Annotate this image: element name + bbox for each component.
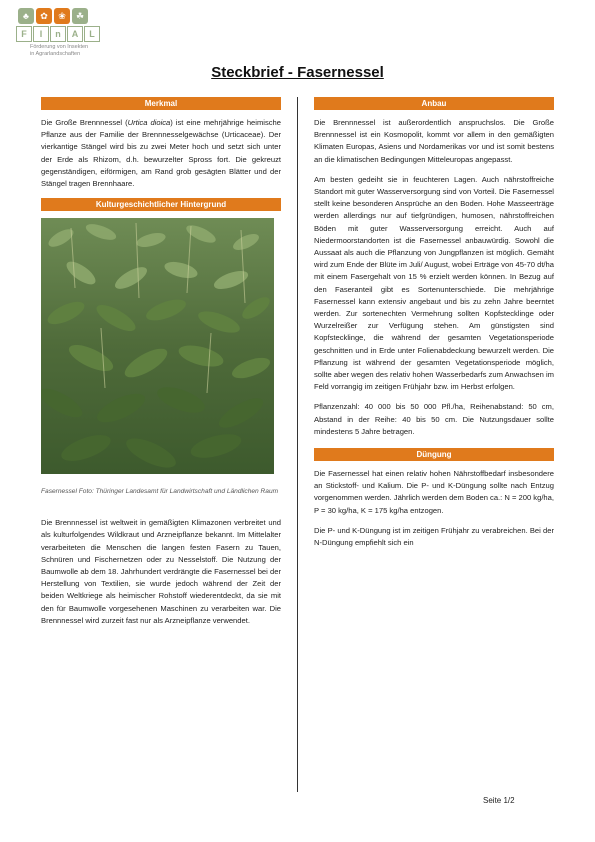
text-run: Die Große Brennnessel ( [41, 118, 128, 127]
page-title-wrap [0, 64, 595, 82]
left-column [41, 97, 281, 635]
photo-caption: Fasernessel Foto: Thüringer Landesamt für Landwirtschaft und Ländlichen Raum [41, 488, 279, 496]
fasernessel-photo [41, 218, 274, 474]
logo-icon-row [18, 8, 124, 24]
anbau-paragraph-1: Die Brennnessel ist außerordentlich anspruchslos. Die Große Brennnessel ist ein Kosmopolit, kommt vor allem in den gemäßigten Klimaten Europas, Asiens und Nordamerikas vor und ist somit bestens an die klimatischen Bedingungen Mitteleuropas angepasst. [314, 118, 554, 164]
logo-letter: A [67, 26, 83, 42]
logo-letter: n [50, 26, 66, 42]
column-divider [297, 97, 298, 792]
latin-name: Urtica dioica [127, 118, 171, 127]
merkmal-paragraph [41, 117, 281, 190]
kultur-paragraph: Die Brennnessel ist weltweit in gemäßigten Klimazonen verbreitet und als kulturfolgendes Wildkraut und Arzneipflanze bekannt. Im Mittelalter verarbeiteten die Menschen die langen festen Fasern zu Tauen, Schnüren und Fischernetzen oder zu Nesselstoff. Die Nutzung der Baumwolle ab dem 18. Jahrhundert verdrängte die Fasernessel bei der Herstellung von Textilien, sie wurde jedoch während der Zeit der beiden Weltkriege als heimischer Rohstoff wiederentdeckt, da sie mit den für Baumwolle vorgesehenen Maschinen zu verarbeiten war. Die Brennnessel wird zurzeit fast nur als Arzneipflanze verwendet. [41, 518, 281, 625]
logo-wordmark [16, 26, 124, 42]
blossom-icon: ❀ [54, 8, 70, 24]
logo-subtitle [30, 44, 124, 58]
page-number: Seite 1/2 [483, 796, 515, 805]
final-logo [14, 8, 124, 66]
logo-subtitle-line: Förderung von Insekten [30, 44, 89, 50]
clover-icon: ♣ [18, 8, 34, 24]
section-header-kultur: Kulturgeschichtlicher Hintergrund [41, 198, 281, 211]
logo-letter: F [16, 26, 32, 42]
right-column [314, 97, 554, 557]
logo-letter: I [33, 26, 49, 42]
section-header-anbau: Anbau [314, 97, 554, 110]
shamrock-icon: ☘ [72, 8, 88, 24]
logo-subtitle-line: in Agrarlandschaften [30, 51, 81, 57]
section-header-merkmal: Merkmal [41, 97, 281, 110]
anbau-paragraph-2: Am besten gedeiht sie in feuchteren Lagen. Auch nährstoffreiche Standort mit guter Wasserversorgung sind von Vorteil. Die Fasernessel stellt keine besonderen Ansprüche an den Boden. Hohe Masseerträge werden allerdings nur auf tiefgründigen, humosen, nährstoffreichen Böden mit guter Wasserversorgung erreicht. Auch auf Niedermoorstandorten ist die Fasernessel anbauwürdig. Sowohl die Aussaat als auch die Pflanzung von Jungpflanzen ist möglich. Gemäht wird zum Ende der Blüte im Juli/ August, wobei Erträge von 45-70 dt/ha mit einem Fasergehalt von 15 % erzielt werden können. In Bezug auf den Faseranteil gibt es Sortenunterschiede. Die mehrjährige Fasernessel kann extensiv angebaut und bis zu zehn Jahre beerntet werden. Zur sortenechten Vermehrung sollten Kopfstecklinge oder Wurzelreißer zur Verfügung stehen. Am günstigsten sind Kopfstecklinge, die während der gesamten Vegetationsperiode geschnitten und in Erde unter Folienabdeckung bewurzelt werden. Die Pflanzung ist während der gesamten Vegetationsperiode möglich, sollte aber wegen des relativ hohen Wasserbedarfs zum Anwachsen im Feld vorrangig im zeitigen Frühjahr bzw. im Herbst erfolgen. [314, 174, 554, 392]
text-run: ) ist eine mehrjährige heimische Pflanze aus der Familie der Brennnesselgewächse (Urticaceae). Der vierkantige Stängel wird bis zu zwei Meter hoch und setzt sich unter der Erde als Rhizom, d.h. bewurzelter Spross fort. Die gekreuzt gegenständigen, eiförmigen, am Rand grob gesägten Blätter und der Stängel tragen Brennhaare. [41, 118, 282, 189]
duengung-paragraph-2: Die P- und K-Düngung ist im zeitigen Frühjahr zu verabreichen. Bei der N-Düngung empfiehlt sich ein [314, 525, 554, 548]
section-header-duengung: Düngung [314, 448, 554, 461]
logo-letter: L [84, 26, 100, 42]
duengung-paragraph-1: Die Fasernessel hat einen relativ hohen Nährstoffbedarf insbesondere an Stickstoff- und Kalium. Die P- und K-Düngung sollte nach Entzug vorgenommen werden. Jährlich werden dem Boden ca.: N = 200 kg/ha, P = 30 kg/ha, K = 175 kg/ha entzogen. [314, 469, 554, 515]
page-title: Steckbrief - Fasernessel [211, 64, 384, 81]
flower-icon: ✿ [36, 8, 52, 24]
anbau-paragraph-3: Pflanzenzahl: 40 000 bis 50 000 Pfl./ha, Reihenabstand: 50 cm, Abstand in der Reihe: 40 bis 50 cm. Die Nutzungsdauer sollte mindestens 5 Jahre betragen. [314, 402, 554, 436]
